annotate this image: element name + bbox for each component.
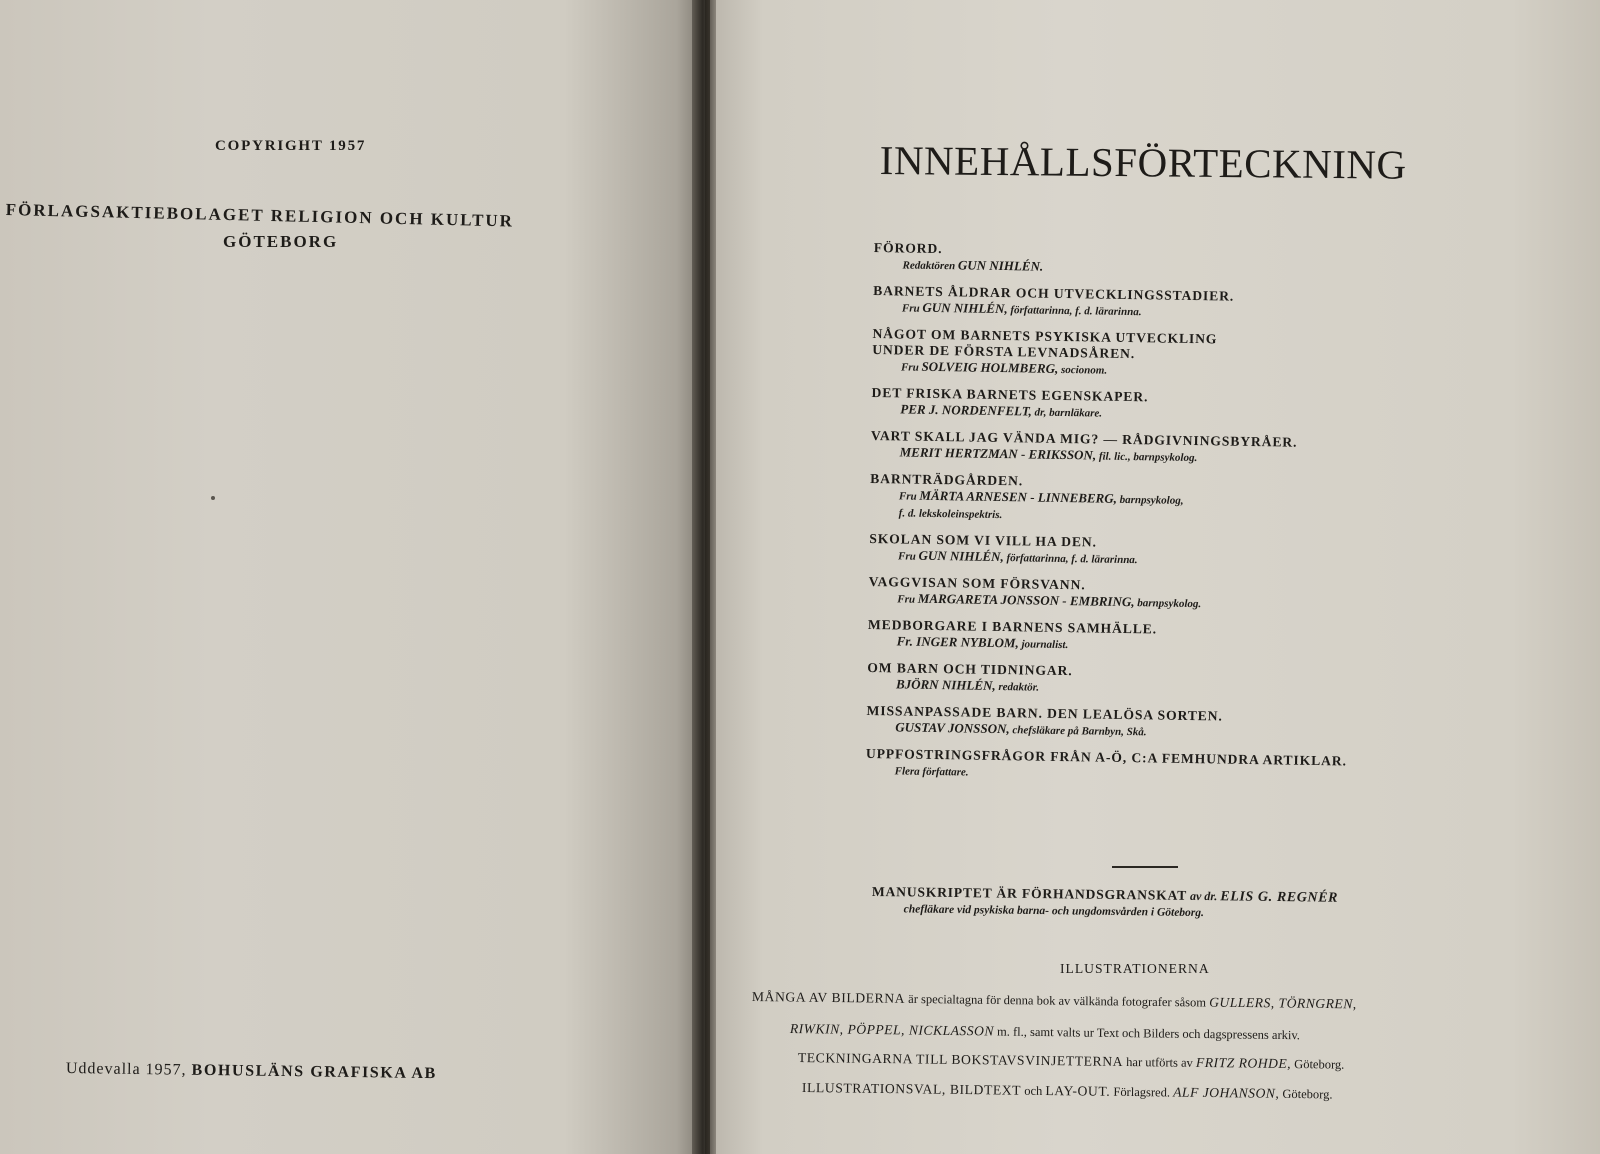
- illus-l2-names: RIWKIN, PÖPPEL, NICKLASSON: [789, 1021, 995, 1039]
- author-name: MARGARETA JONSSON - EMBRING,: [917, 590, 1135, 610]
- author-name: Fr. INGER NYBLOM,: [896, 633, 1019, 651]
- toc-entry: [869, 531, 1469, 573]
- author-role: chefsläkare på Barnbyn, Skå.: [1009, 724, 1147, 739]
- illustrations-line-3: [798, 1050, 1345, 1073]
- illus-l1-caps: MÅNGA AV BILDERNA: [751, 989, 906, 1006]
- author-role: redaktör.: [995, 680, 1040, 694]
- author-role-continued: f. d. lekskoleinspektris.: [898, 507, 1003, 522]
- author-prefix: Fru: [897, 593, 918, 606]
- author-name: PER J. NORDENFELT,: [900, 401, 1032, 419]
- toc-entry: [872, 326, 1473, 384]
- illus-l3-caps: TECKNINGARNA TILL BOKSTAVSVINJETTERNA: [797, 1050, 1124, 1069]
- toc-entry-title: VART SKALL JAG VÄNDA MIG? — RÅDGIVNINGSBYRÅER.: [870, 427, 1298, 450]
- reviewer-name: ELIS G. REGNÉR: [1220, 889, 1339, 906]
- author-role: barnpsykolog.: [1134, 597, 1202, 611]
- paper-speck: [211, 496, 215, 500]
- review-by: av dr.: [1186, 888, 1221, 904]
- toc-entry-title: MISSANPASSADE BARN. DEN LEALÖSA SORTEN.: [866, 702, 1223, 724]
- reviewer-title: chefläkare vid psykiska barna- och ungdomsvården i Göteborg.: [903, 903, 1205, 920]
- illus-l4-text: Förlagsred.: [1110, 1084, 1174, 1100]
- illus-l4-caps2: LAY-OUT.: [1045, 1082, 1111, 1099]
- toc-entry-title: NÅGOT OM BARNETS PSYKISKA UTVECKLING: [872, 325, 1218, 347]
- author-prefix: Fru: [898, 490, 920, 503]
- author-role: Flera författare.: [894, 765, 969, 779]
- illus-l1-text: är specialtagna för denna bok av välkända fotografer såsom: [905, 991, 1210, 1010]
- review-note: [872, 884, 1339, 921]
- author-name: MERIT HERTZMAN - ERIKSSON,: [899, 444, 1097, 463]
- printer-place: Uddevalla 1957,: [65, 1060, 187, 1079]
- author-prefix: Fru: [901, 302, 923, 315]
- author-name: GUN NIHLÉN,: [918, 547, 1004, 565]
- author-role: barnpsykolog,: [1116, 493, 1184, 507]
- author-name: MÄRTA ARNESEN - LINNEBERG,: [919, 487, 1118, 506]
- author-role: författarinna, f. d. lärarinna.: [1007, 304, 1142, 319]
- illustrations-line-1: [752, 989, 1357, 1012]
- author-name: GUSTAV JONSSON,: [895, 719, 1010, 737]
- author-role: fil. lic., barnpsykolog.: [1096, 450, 1198, 465]
- table-of-contents: [865, 240, 1474, 798]
- toc-entry-title: DET FRISKA BARNETS EGENSKAPER.: [871, 384, 1149, 405]
- publisher-name: FÖRLAGSAKTIEBOLAGET RELIGION OCH KULTUR: [5, 200, 515, 231]
- illustrations-heading: ILLUSTRATIONERNA: [1060, 961, 1210, 976]
- author-role: författarinna, f. d. lärarinna.: [1003, 552, 1138, 567]
- toc-entry: [868, 617, 1468, 659]
- author-role: journalist.: [1018, 638, 1069, 652]
- toc-entry-title: BARNTRÄDGÅRDEN.: [870, 470, 1024, 489]
- toc-entry: [873, 283, 1473, 325]
- illus-l1-names: GULLERS, TÖRNGREN,: [1209, 994, 1357, 1012]
- author-prefix: Fru: [897, 550, 919, 563]
- toc-entry: [866, 746, 1466, 788]
- illus-l3-city: Göteborg.: [1291, 1057, 1345, 1072]
- toc-entry-title: UPPFOSTRINGSFRÅGOR FRÅN A-Ö, C:A FEMHUNDRA ARTIKLAR.: [865, 745, 1347, 769]
- publisher-city: GÖTEBORG: [223, 232, 339, 251]
- toc-entry-title: OM BARN OCH TIDNINGAR.: [867, 659, 1073, 679]
- author-name: GUN NIHLÉN.: [957, 257, 1044, 274]
- author-role: socionom.: [1058, 363, 1108, 377]
- toc-entry: [871, 428, 1471, 470]
- toc-entry-title-continued: UNDER DE FÖRSTA LEVNADSÅREN.: [872, 341, 1136, 362]
- printer-name: BOHUSLÄNS GRAFISKA AB: [191, 1061, 437, 1083]
- review-caps: MANUSKRIPTET ÄR FÖRHANDSGRANSKAT: [871, 884, 1188, 903]
- author-role: dr, barnläkare.: [1031, 406, 1103, 420]
- toc-entry-title: SKOLAN SOM VI VILL HA DEN.: [869, 530, 1098, 550]
- divider-rule: [1112, 866, 1178, 868]
- illus-l4-name: ALF JOHANSON,: [1173, 1084, 1280, 1101]
- page-title: INNEHÅLLSFÖRTECKNING: [879, 136, 1407, 188]
- toc-entry-title: VAGGVISAN SOM FÖRSVANN.: [868, 573, 1086, 593]
- left-page: [0, 0, 705, 1154]
- copyright-line: COPYRIGHT 1957: [215, 138, 367, 154]
- illus-l3-name: FRITZ ROHDE,: [1195, 1054, 1292, 1072]
- toc-entry: [866, 703, 1466, 745]
- illus-l4-city: Göteborg.: [1279, 1086, 1333, 1102]
- toc-entry-title: FÖRORD.: [873, 240, 943, 257]
- author-name: BJÖRN NIHLÉN,: [895, 676, 996, 693]
- author-prefix: Redaktören: [902, 259, 959, 273]
- toc-entry: [871, 385, 1471, 427]
- toc-entry: [873, 240, 1473, 282]
- right-page: [710, 0, 1600, 1154]
- toc-entry: [867, 660, 1467, 702]
- toc-entry-title: BARNETS ÅLDRAR OCH UTVECKLINGSSTADIER.: [873, 282, 1235, 304]
- author-name: GUN NIHLÉN,: [922, 299, 1008, 317]
- toc-entry: [868, 574, 1468, 616]
- book-gutter: [692, 0, 716, 1154]
- illus-l4-och: och: [1021, 1083, 1046, 1098]
- illus-l4-caps: ILLUSTRATIONSVAL, BILDTEXT: [801, 1080, 1022, 1098]
- illus-l3-text: har utförts av: [1122, 1054, 1197, 1070]
- illustrations-line-2: [790, 1021, 1300, 1043]
- illus-l2-text: m. fl., samt valts ur Text och Bilders och dagspressens arkiv.: [993, 1024, 1301, 1043]
- author-name: SOLVEIG HOLMBERG,: [921, 358, 1059, 376]
- printer-line: [66, 1060, 437, 1083]
- toc-entry-title: MEDBORGARE I BARNENS SAMHÄLLE.: [867, 616, 1158, 637]
- toc-entry: [870, 471, 1471, 530]
- author-prefix: Fru: [900, 361, 922, 374]
- illustrations-line-4: [802, 1080, 1333, 1102]
